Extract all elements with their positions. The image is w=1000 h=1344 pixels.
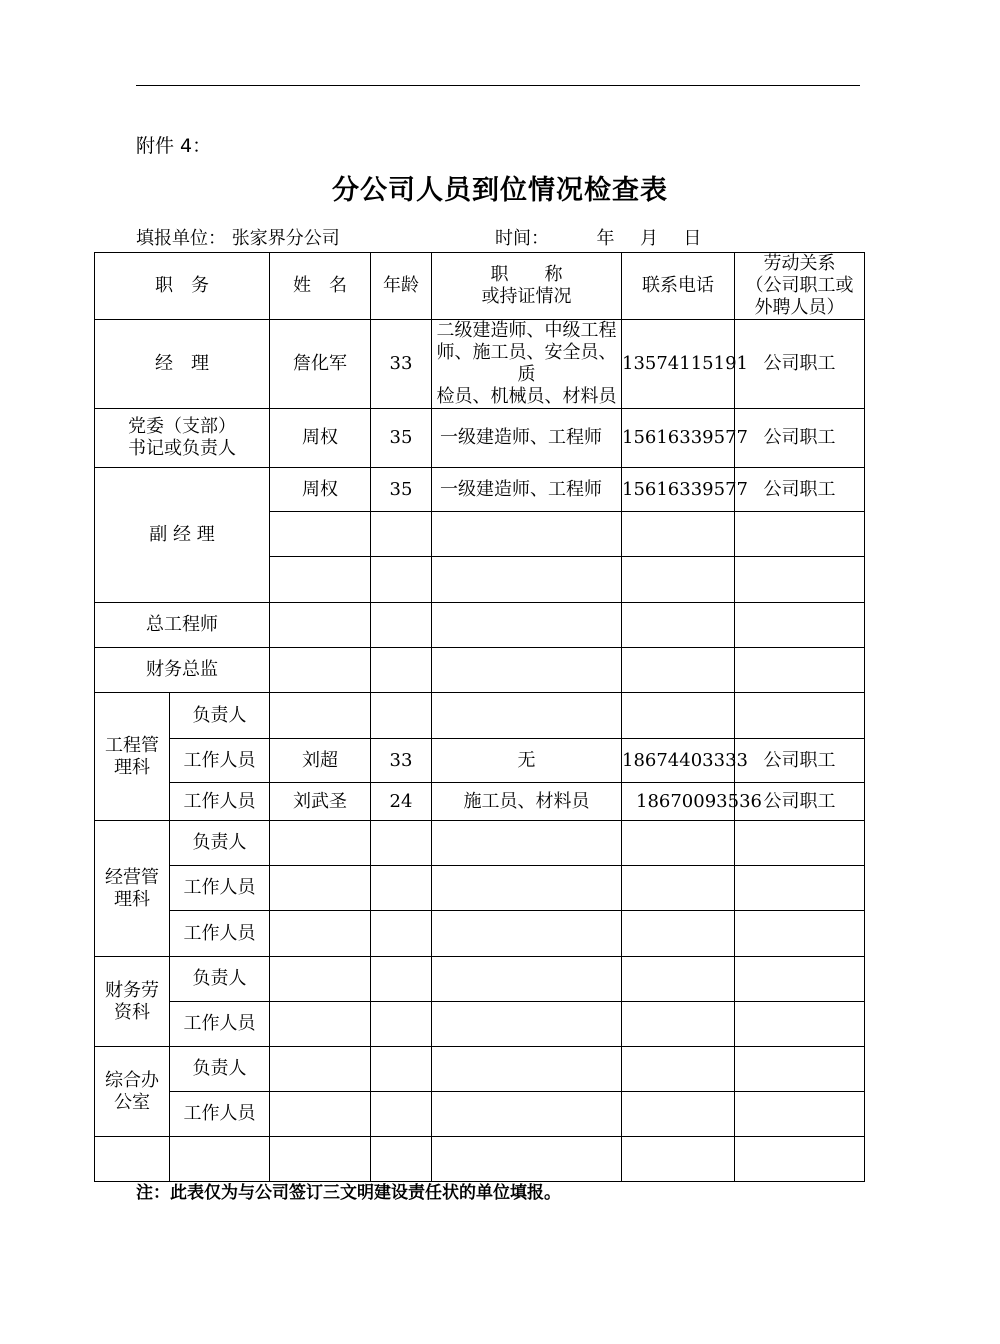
empty-cell — [432, 821, 622, 866]
finance-labor-staff1: 工作人员 — [170, 1002, 270, 1047]
header-relation-line3: 外聘人员） — [754, 297, 845, 318]
manager-label: 经 理 — [95, 320, 270, 409]
empty-cell — [735, 1002, 865, 1047]
empty-cell — [622, 1137, 735, 1182]
header-title-line2: 或持证情况 — [481, 286, 572, 307]
party-relation: 公司职工 — [735, 409, 865, 468]
general-office-dept — [95, 1047, 170, 1137]
empty-cell — [270, 603, 371, 648]
party-label — [95, 409, 270, 468]
empty-cell — [371, 603, 432, 648]
table-row — [95, 866, 865, 911]
time-day: 日 — [683, 228, 702, 249]
empty-cell — [371, 693, 432, 739]
header-age: 年龄 — [371, 253, 432, 320]
engineering-staff1-role: 工作人员 — [170, 739, 270, 783]
engineering-staff1-relation: 公司职工 — [735, 739, 865, 783]
header-relation-line2: （公司职工或 — [745, 275, 854, 296]
header-name: 姓 名 — [270, 253, 371, 320]
empty-cell — [735, 1047, 865, 1092]
finance-labor-dept-line1: 财务劳 — [105, 979, 159, 1001]
deputy-phone: 15616339577 — [622, 468, 735, 512]
manager-name: 詹化军 — [270, 320, 371, 409]
manager-cert — [432, 320, 622, 409]
empty-cell — [622, 648, 735, 693]
empty-cell — [735, 557, 865, 603]
empty-cell — [622, 957, 735, 1002]
report-unit-label: 填报单位： — [136, 228, 226, 249]
table-row — [95, 911, 865, 957]
operations-dept — [95, 821, 170, 957]
empty-cell — [95, 1137, 170, 1182]
empty-cell — [270, 821, 371, 866]
header-relation — [735, 253, 865, 320]
header-rule — [136, 85, 860, 86]
table-row — [95, 1137, 865, 1182]
manager-relation: 公司职工 — [735, 320, 865, 409]
empty-cell — [371, 1047, 432, 1092]
empty-cell — [270, 1002, 371, 1047]
header-title-line1: 职 称 — [490, 264, 563, 285]
operations-staff2: 工作人员 — [170, 911, 270, 957]
empty-cell — [622, 512, 735, 557]
empty-cell — [622, 1092, 735, 1137]
empty-cell — [432, 866, 622, 911]
engineering-staff2-role: 工作人员 — [170, 783, 270, 821]
deputy-relation: 公司职工 — [735, 468, 865, 512]
table-row — [95, 468, 865, 512]
empty-cell — [622, 821, 735, 866]
empty-cell — [735, 693, 865, 739]
table-header-row — [95, 253, 865, 320]
empty-cell — [735, 603, 865, 648]
general-office-head: 负责人 — [170, 1047, 270, 1092]
staff-table — [94, 252, 865, 1182]
general-office-dept-line2: 公室 — [114, 1091, 150, 1113]
manager-cert-line3: 检员、机械员、材料员 — [436, 386, 617, 407]
engineering-staff2-phone: 18670093536 — [622, 783, 735, 821]
empty-cell — [735, 512, 865, 557]
empty-cell — [432, 1092, 622, 1137]
party-label-line1: 党委（支部） — [128, 416, 236, 437]
party-name: 周权 — [270, 409, 371, 468]
empty-cell — [270, 648, 371, 693]
empty-cell — [432, 512, 622, 557]
empty-cell — [371, 821, 432, 866]
party-age: 35 — [371, 409, 432, 468]
manager-cert-line2: 师、施工员、安全员、质 — [436, 342, 617, 385]
empty-cell — [622, 1047, 735, 1092]
header-phone: 联系电话 — [622, 253, 735, 320]
empty-cell — [432, 557, 622, 603]
page-title: 分公司人员到位情况检查表 — [332, 175, 668, 206]
time-label: 时间： — [495, 228, 549, 249]
empty-cell — [371, 512, 432, 557]
deputy-cert: 一级建造师、工程师 — [432, 468, 622, 512]
empty-cell — [270, 557, 371, 603]
empty-cell — [432, 957, 622, 1002]
manager-cert-line1: 二级建造师、中级工程 — [436, 320, 617, 341]
empty-cell — [735, 821, 865, 866]
engineering-staff2-relation: 公司职工 — [735, 783, 865, 821]
table-row — [95, 648, 865, 693]
header-relation-line1: 劳动关系 — [763, 253, 836, 274]
engineering-staff1-phone: 18674403333 — [622, 739, 735, 783]
general-office-staff1: 工作人员 — [170, 1092, 270, 1137]
empty-cell — [622, 911, 735, 957]
empty-cell — [371, 648, 432, 693]
chief-engineer-label: 总工程师 — [95, 603, 270, 648]
finance-director-label: 财务总监 — [95, 648, 270, 693]
empty-cell — [270, 866, 371, 911]
header-position: 职 务 — [95, 253, 270, 320]
empty-cell — [735, 866, 865, 911]
deputy-name: 周权 — [270, 468, 371, 512]
time-year: 年 — [596, 228, 615, 249]
engineering-dept-line1: 工程管 — [105, 734, 159, 756]
empty-cell — [432, 1047, 622, 1092]
empty-cell — [622, 1002, 735, 1047]
empty-cell — [371, 1092, 432, 1137]
engineering-head: 负责人 — [170, 693, 270, 739]
report-unit-value: 张家界分公司 — [231, 228, 340, 249]
party-cert: 一级建造师、工程师 — [432, 409, 622, 468]
deputy-age: 35 — [371, 468, 432, 512]
table-row — [95, 320, 865, 409]
empty-cell — [371, 957, 432, 1002]
engineering-dept — [95, 693, 170, 821]
empty-cell — [735, 911, 865, 957]
manager-age: 33 — [371, 320, 432, 409]
empty-cell — [371, 1002, 432, 1047]
empty-cell — [622, 866, 735, 911]
empty-cell — [270, 1092, 371, 1137]
empty-cell — [270, 1047, 371, 1092]
empty-cell — [432, 693, 622, 739]
empty-cell — [432, 1137, 622, 1182]
empty-cell — [371, 866, 432, 911]
operations-dept-line1: 经营管 — [105, 866, 159, 888]
engineering-dept-line2: 理科 — [114, 756, 150, 778]
party-phone: 15616339577 — [622, 409, 735, 468]
operations-staff1: 工作人员 — [170, 866, 270, 911]
table-row — [95, 1047, 865, 1092]
general-office-dept-line1: 综合办 — [105, 1069, 159, 1091]
table-row — [95, 693, 865, 739]
empty-cell — [371, 1137, 432, 1182]
empty-cell — [432, 1002, 622, 1047]
empty-cell — [270, 1137, 371, 1182]
table-row — [95, 1092, 865, 1137]
empty-cell — [371, 557, 432, 603]
empty-cell — [270, 693, 371, 739]
table-row — [95, 603, 865, 648]
finance-labor-head: 负责人 — [170, 957, 270, 1002]
engineering-staff2-name: 刘武圣 — [270, 783, 371, 821]
engineering-staff1-age: 33 — [371, 739, 432, 783]
table-row — [95, 1002, 865, 1047]
empty-cell — [622, 603, 735, 648]
engineering-staff1-cert: 无 — [432, 739, 622, 783]
operations-dept-line2: 理科 — [114, 888, 150, 910]
table-row — [95, 783, 865, 821]
operations-head: 负责人 — [170, 821, 270, 866]
empty-cell — [432, 911, 622, 957]
empty-cell — [735, 648, 865, 693]
engineering-staff1-name: 刘超 — [270, 739, 371, 783]
table-row — [95, 821, 865, 866]
empty-cell — [432, 648, 622, 693]
empty-cell — [270, 957, 371, 1002]
engineering-staff2-age: 24 — [371, 783, 432, 821]
attachment-label: 附件 4： — [136, 135, 212, 157]
empty-cell — [735, 1137, 865, 1182]
empty-cell — [735, 957, 865, 1002]
party-label-line2: 书记或负责人 — [128, 438, 236, 459]
time-month: 月 — [639, 228, 658, 249]
empty-cell — [170, 1137, 270, 1182]
empty-cell — [735, 1092, 865, 1137]
header-title — [432, 253, 622, 320]
report-time — [495, 224, 701, 250]
report-unit — [136, 224, 340, 250]
manager-phone: 13574115191 — [622, 320, 735, 409]
empty-cell — [371, 911, 432, 957]
finance-labor-dept — [95, 957, 170, 1047]
footnote: 注：此表仅为与公司签订三文明建设责任状的单位填报。 — [136, 1183, 561, 1203]
empty-cell — [270, 911, 371, 957]
empty-cell — [622, 693, 735, 739]
empty-cell — [432, 603, 622, 648]
empty-cell — [622, 557, 735, 603]
finance-labor-dept-line2: 资科 — [114, 1001, 150, 1023]
engineering-staff2-cert: 施工员、材料员 — [432, 783, 622, 821]
deputy-label: 副 经 理 — [95, 468, 270, 603]
table-row — [95, 409, 865, 468]
table-row — [95, 739, 865, 783]
empty-cell — [270, 512, 371, 557]
table-row — [95, 957, 865, 1002]
